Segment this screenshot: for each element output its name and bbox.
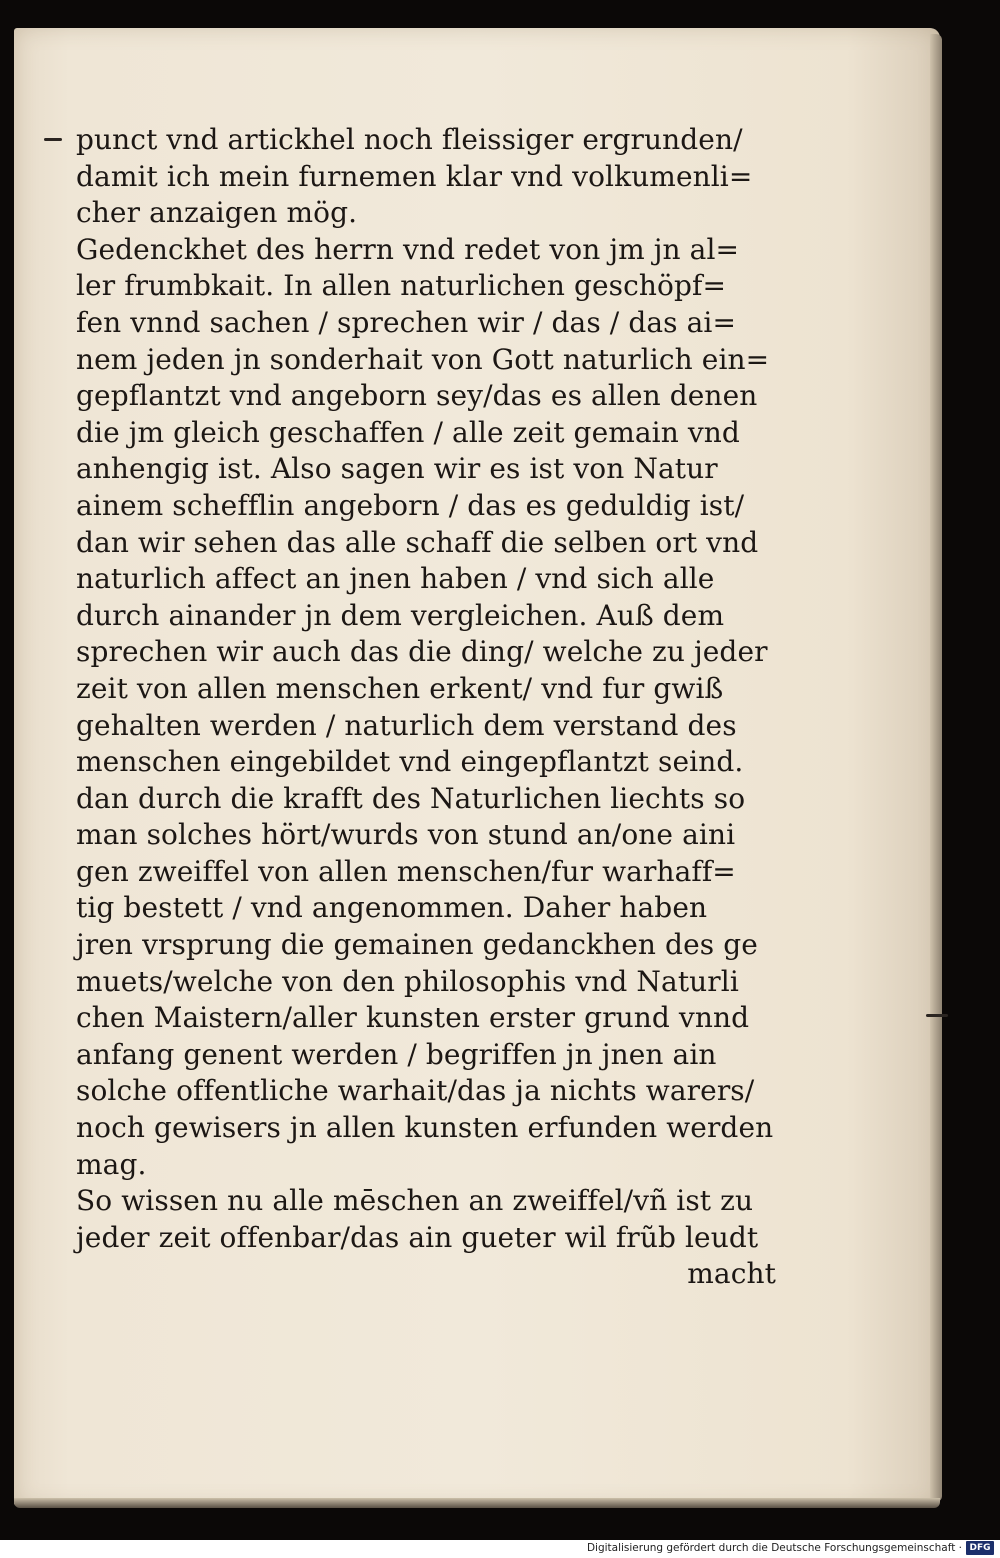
- text-line: jren vrsprung die gemainen gedanckhen des ge: [76, 928, 758, 962]
- text-line: So wissen nu alle mēschen an zweiffel/vñ ist zu: [76, 1184, 754, 1218]
- text-line: man solches hört/wurds von stund an/one aini: [76, 818, 736, 852]
- text-line: fen vnnd sachen / sprechen wir / das / das ai=: [76, 305, 737, 339]
- page-text: [76, 122, 776, 1293]
- text-line: ler frumbkait. In allen naturlichen geschöpf=: [76, 269, 727, 303]
- page-edge-right: [930, 34, 942, 1502]
- text-line: anfang genent werden / begriffen jn jnen ain: [76, 1037, 717, 1071]
- text-line: solche offentliche warhait/das ja nichts warers/: [76, 1074, 755, 1108]
- text-line: zeit von allen menschen erkent/ vnd fur gwiß: [76, 671, 724, 705]
- text-line: cher anzaigen mög.: [76, 196, 358, 230]
- text-line: die jm gleich geschaffen / alle zeit gemain vnd: [76, 415, 740, 449]
- text-line: gen zweiffel von allen menschen/fur warhaff=: [76, 854, 736, 888]
- text-line: noch gewisers jn allen kunsten erfunden werden: [76, 1111, 774, 1145]
- text-line: menschen eingebildet vnd eingepflantzt seind.: [76, 745, 744, 779]
- text-line: Gedenckhet des herrn vnd redet von jm jn al=: [76, 232, 740, 266]
- text-line: naturlich affect an jnen haben / vnd sich alle: [76, 562, 715, 596]
- text-line: damit ich mein furnemen klar vnd volkumenli=: [76, 159, 753, 193]
- text-line: muets/welche von den philosophis vnd Naturli: [76, 964, 739, 998]
- text-line: dan durch die krafft des Naturlichen liechts so: [76, 781, 746, 815]
- text-line: anhengig ist. Also sagen wir es ist von Natur: [76, 452, 718, 486]
- text-line: sprechen wir auch das die ding/ welche zu jeder: [76, 635, 768, 669]
- text-line: jeder zeit offenbar/das ain gueter wil frũb leudt: [76, 1220, 759, 1254]
- catchword: macht: [687, 1257, 776, 1291]
- bullet-mark: [44, 138, 62, 141]
- text-line: tig bestett / vnd angenommen. Daher haben: [76, 891, 708, 925]
- text-line: gehalten werden / naturlich dem verstand des: [76, 708, 737, 742]
- text-line: chen Maistern/aller kunsten erster grund vnnd: [76, 1001, 750, 1035]
- dfg-logo-icon: DFG: [966, 1541, 994, 1555]
- text-line: punct vnd artickhel noch fleissiger ergrunden/: [76, 123, 743, 156]
- text-line: gepflantzt vnd angeborn sey/das es allen denen: [76, 379, 758, 413]
- text-line: nem jeden jn sonderhait von Gott naturlich ein=: [76, 342, 770, 376]
- text-line: mag.: [76, 1147, 147, 1181]
- funding-notice: Digitalisierung gefördert durch die Deutsche Forschungsgemeinschaft ·: [586, 1542, 962, 1554]
- margin-mark: [926, 1014, 948, 1017]
- text-line: dan wir sehen das alle schaff die selben ort vnd: [76, 525, 759, 559]
- text-line: ainem schefflin angeborn / das es geduldig ist/: [76, 488, 745, 522]
- page-edge-bottom: [14, 1498, 940, 1508]
- text-line: durch ainander jn dem vergleichen. Auß dem: [76, 598, 725, 632]
